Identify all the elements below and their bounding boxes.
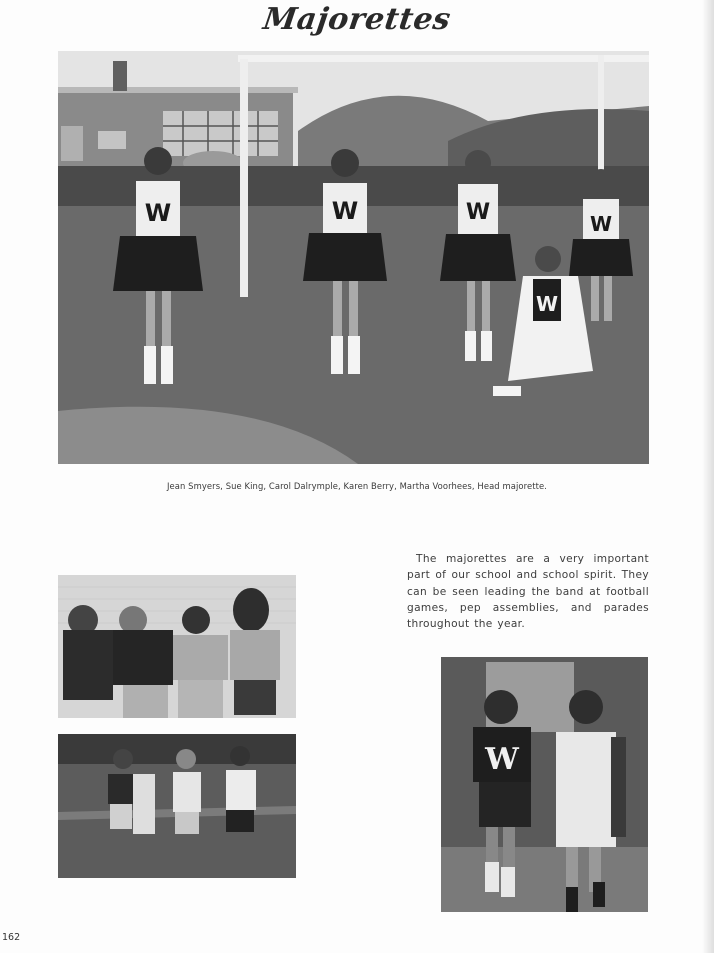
svg-text:W: W [465,200,491,225]
svg-text:W: W [589,212,613,236]
photo-caption: Jean Smyers, Sue King, Carol Dalrymple, Karen Berry, Martha Voorhees, Head majorette. [166,481,548,491]
small-photo-bottom [58,734,296,878]
right-photo-image [441,657,648,912]
page-edge-shadow [702,0,714,953]
small-photo-bottom-image [58,734,296,878]
main-photo [58,51,649,464]
main-photo-image [58,51,649,464]
page-number: 162 [2,932,21,943]
svg-text:W: W [331,197,359,225]
svg-text:W: W [485,742,519,777]
svg-text:W: W [535,292,559,316]
body-paragraph: The majorettes are a very important part of our school and school spirit. They can be seen leading the band at football games, pep assemblies, and parades throughout the year. [407,553,649,631]
page-title: Majorettes [260,2,454,37]
right-photo [441,657,648,912]
svg-text:W: W [144,199,172,227]
small-photo-top-image [58,575,296,718]
small-photo-top [58,575,296,718]
